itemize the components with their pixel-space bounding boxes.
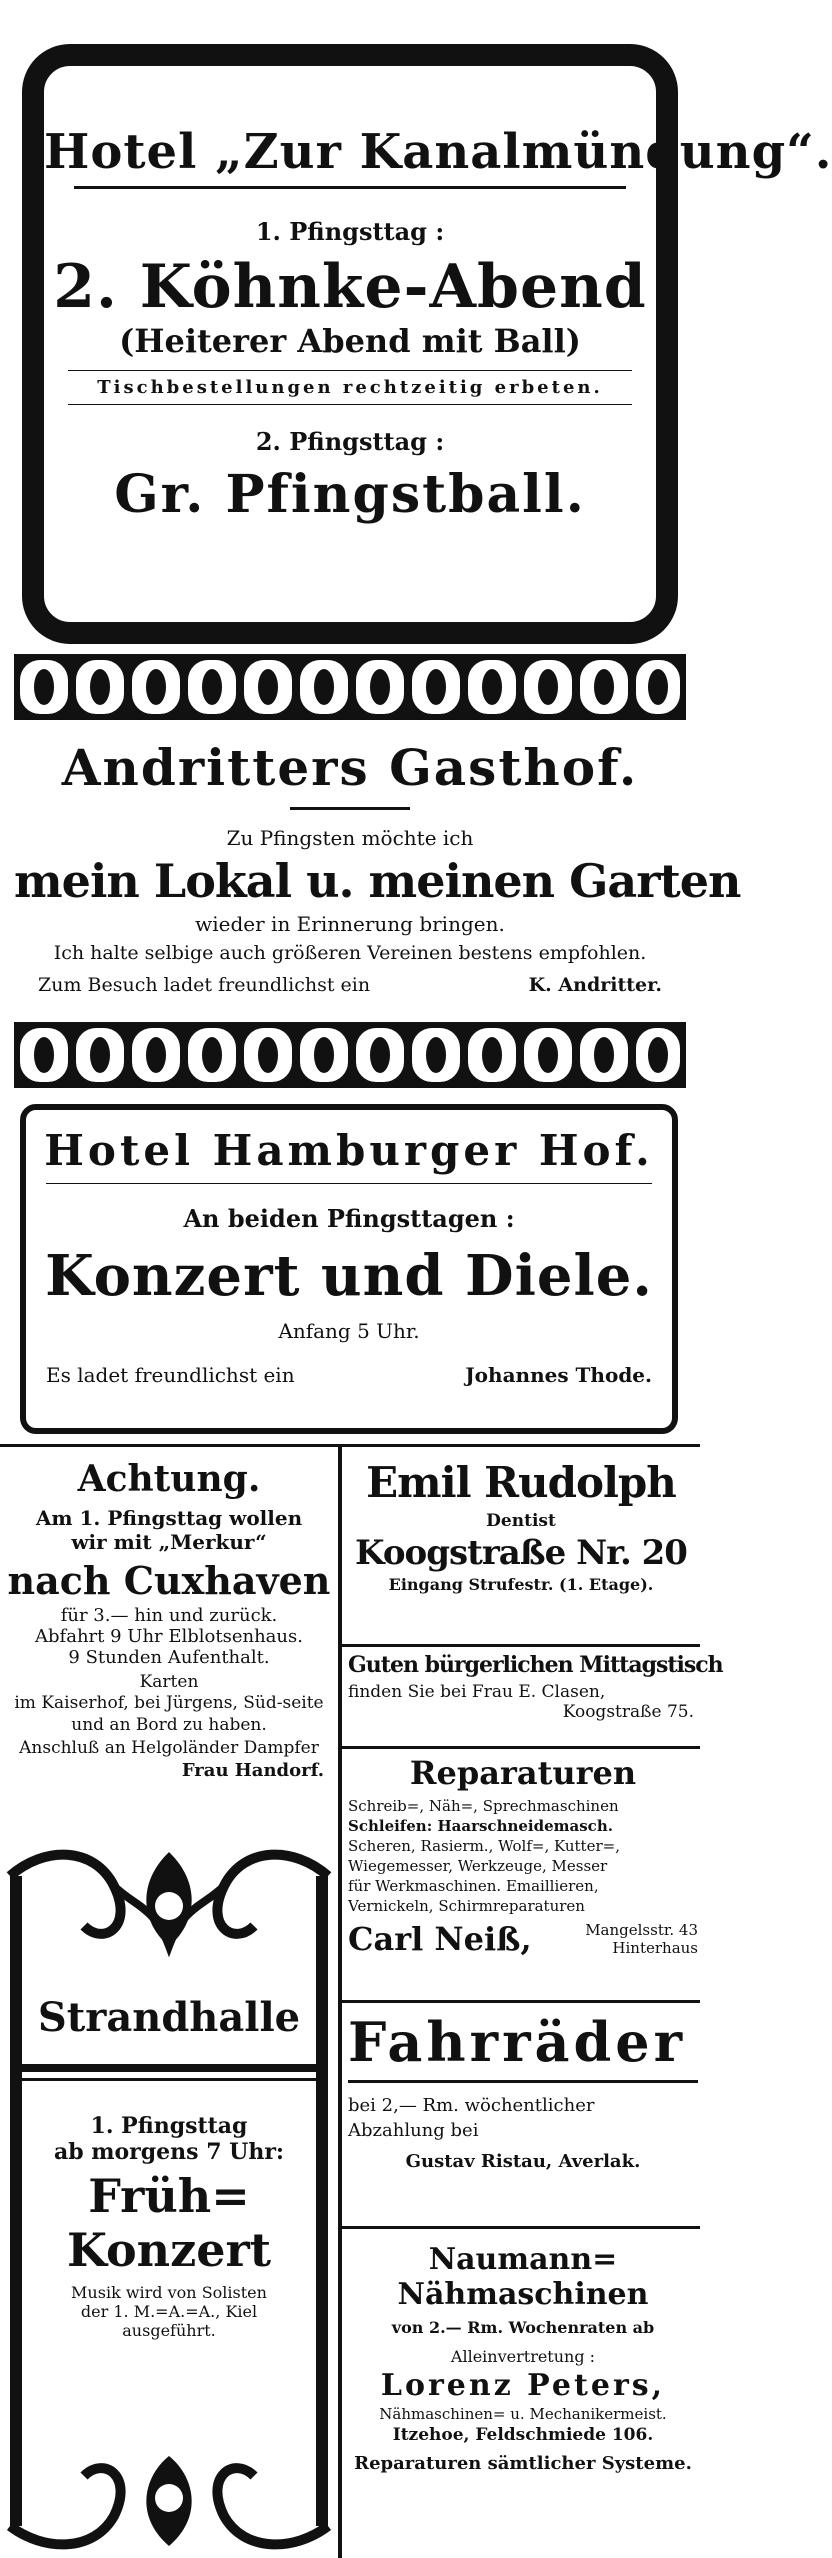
divider	[74, 186, 626, 189]
ad-fahrraeder	[348, 2006, 698, 2226]
ad-headline: nach Cuxhaven	[7, 1558, 331, 1603]
section-rule	[0, 1444, 700, 1447]
ad-line: Reparaturen sämtlicher Systeme.	[354, 2453, 692, 2474]
invite-text: Es ladet freundlichst ein	[46, 1363, 295, 1387]
ad-line: Vernickeln, Schirmreparaturen	[348, 1897, 585, 1915]
ad-line: Dentist	[486, 1511, 556, 1531]
ad-line: Scheren, Rasierm., Wolf=, Kutter=,	[348, 1837, 620, 1855]
ad-title: Nähmaschinen	[397, 2277, 649, 2312]
ad-title: Hotel „Zur Kanalmündung“.	[44, 124, 832, 180]
start-time: Anfang 5 Uhr.	[278, 1319, 420, 1343]
ad-line: Wiegemesser, Werkzeuge, Messer	[348, 1857, 608, 1875]
ad-line: Schreib=, Näh=, Sprechmaschinen	[348, 1797, 619, 1815]
section-rule	[342, 2000, 700, 2003]
ad-headline: Konzert	[67, 2223, 271, 2277]
invite-text: Zum Besuch ladet freundlichst ein	[38, 974, 371, 996]
ad-line: Zu Pfingsten möchte ich	[226, 826, 474, 850]
ad-title: Hotel Hamburger Hof.	[44, 1126, 654, 1175]
event-headline: 2. Köhnke-Abend	[53, 252, 647, 322]
ad-line: Ich halte selbige auch größeren Vereinen bestens empfohlen.	[53, 942, 647, 964]
section-rule	[342, 1644, 700, 1647]
ad-title: Naumann=	[428, 2242, 618, 2277]
ad-line: ab morgens 7 Uhr:	[53, 2139, 285, 2165]
ad-headline: Lorenz Peters,	[380, 2368, 666, 2403]
signature: Frau Handorf.	[181, 1760, 324, 1781]
divider	[348, 2080, 698, 2083]
ad-reparaturen	[348, 1752, 698, 1998]
signature: Carl Neiß,	[348, 1920, 532, 1958]
ad-line: Eingang Strufestr. (1. Etage).	[388, 1575, 654, 1594]
invite-row	[46, 1363, 652, 1387]
ad-line: Musik wird von Solisten	[71, 2283, 267, 2302]
ad-line: Am 1. Pfingsttag wollen	[35, 1506, 303, 1530]
ad-line: Alleinvertretung :	[450, 2347, 596, 2366]
section-rule	[342, 1746, 700, 1749]
ad-line: ausgeführt.	[122, 2321, 216, 2340]
divider	[68, 370, 632, 371]
ornament-band	[14, 1022, 686, 1088]
ad-line: von 2.— Rm. Wochenraten ab	[391, 2318, 655, 2337]
day-label: 2. Pfingsttag :	[255, 427, 445, 456]
section-rule	[342, 2226, 700, 2229]
ad-line: bei 2,— Rm. wöchentlicher	[348, 2095, 595, 2116]
signature: K. Andritter.	[528, 974, 662, 996]
ad-line: Abfahrt 9 Uhr Elblotsenhaus.	[35, 1626, 303, 1647]
ornament-band	[14, 654, 686, 720]
ornament-band-icon	[14, 654, 686, 720]
ad-line: Koogstraße 75.	[562, 1702, 694, 1722]
days-label: An beiden Pfingsttagen :	[183, 1204, 515, 1233]
reservation-note: Tischbestellungen rechtzeitig erbeten.	[97, 377, 603, 398]
ad-title: Andritters Gasthof.	[61, 738, 639, 797]
ad-title: Fahrräder	[348, 2010, 687, 2074]
ad-line: im Kaiserhof, bei Jürgens, Süd-seite und an Bord zu haben.	[14, 1693, 324, 1735]
ad-line: Karten	[139, 1672, 199, 1692]
ad-title: Strandhalle	[37, 1994, 301, 2041]
ad-headline: mein Lokal u. meinen Garten	[14, 854, 741, 908]
day-label: 1. Pfingsttag :	[255, 217, 445, 246]
ad-headline: Guten bürgerlichen Mittagstisch	[348, 1652, 723, 1678]
signature: Gustav Ristau, Averlak.	[405, 2151, 641, 2172]
event-subtitle: (Heiterer Abend mit Ball)	[119, 322, 581, 360]
ad-emil-rudolph	[346, 1456, 696, 1646]
ad-andritters-gasthof	[14, 730, 741, 1010]
ad-title: Reparaturen	[409, 1754, 637, 1792]
ad-line: finden Sie bei Frau E. Clasen,	[348, 1682, 606, 1702]
ad-line: Abzahlung bei	[348, 2120, 479, 2141]
ad-line: Mangelsstr. 43	[585, 1921, 698, 1939]
ad-line: Nähmaschinen= u. Mechanikermeist.	[379, 2405, 667, 2423]
ornament-band-icon	[14, 1022, 686, 1088]
ad-naumann-naehmaschinen	[348, 2232, 698, 2552]
ad-line: wieder in Erinnerung bringen.	[195, 912, 505, 936]
ad-cuxhaven-trip	[4, 1456, 334, 1836]
divider	[46, 1183, 652, 1184]
signature-row	[348, 1920, 698, 1958]
ad-headline: Früh=	[88, 2169, 250, 2223]
ad-line: 9 Stunden Aufenthalt.	[68, 1647, 270, 1668]
signature: Johannes Thode.	[465, 1363, 652, 1387]
ad-line: wir mit „Merkur“	[71, 1530, 267, 1554]
divider	[68, 404, 632, 405]
ad-headline: Koogstraße Nr. 20	[355, 1533, 687, 1573]
ad-line: der 1. M.=A.=A., Kiel	[80, 2302, 258, 2321]
ad-strandhalle	[4, 1846, 334, 2552]
ad-hotel-kanalmuendung	[22, 44, 832, 644]
divider	[290, 807, 410, 810]
ad-line: Schleifen: Haarschneidemasch.	[348, 1817, 613, 1835]
ad-line: Anschluß an Helgoländer Dampfer	[19, 1738, 319, 1758]
event-headline: Gr. Pfingstball.	[114, 464, 586, 525]
ad-line: für 3.— hin und zurück.	[60, 1605, 278, 1626]
ad-headline: Konzert und Diele.	[45, 1243, 653, 1309]
ad-line: Hinterhaus	[612, 1939, 698, 1957]
ad-line: für Werkmaschinen. Emaillieren,	[348, 1877, 599, 1895]
ad-mittagstisch	[348, 1650, 723, 1746]
ad-title: Emil Rudolph	[366, 1458, 676, 1507]
invite-row	[38, 974, 662, 996]
ad-title: Achtung.	[77, 1458, 261, 1500]
ad-hotel-hamburger-hof	[20, 1104, 678, 1434]
ad-line: 1. Pfingsttag	[90, 2113, 248, 2139]
ad-line: Itzehoe, Feldschmiede 106.	[392, 2425, 654, 2445]
